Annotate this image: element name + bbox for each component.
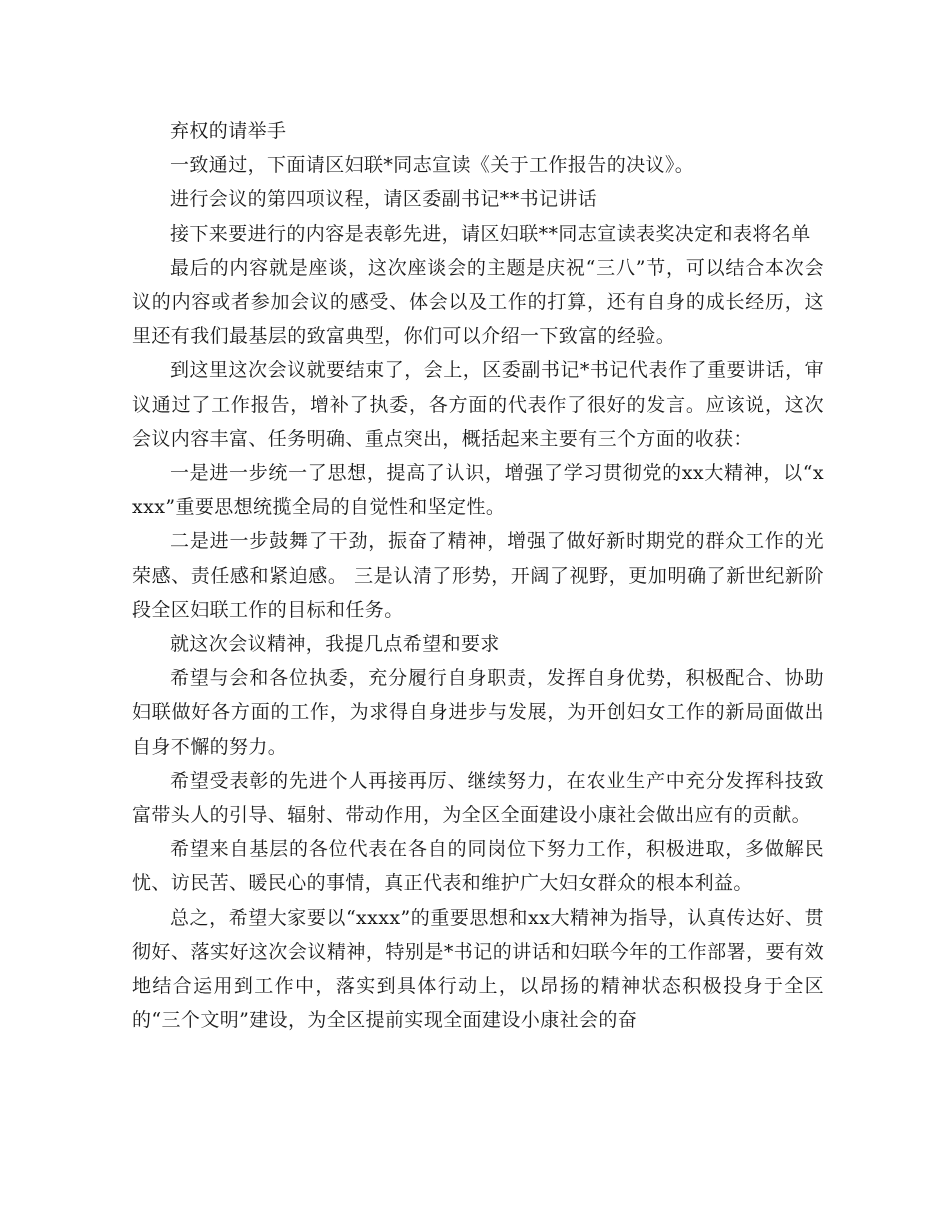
paragraph-hope-awardees: 希望受表彰的先进个人再接再厉、继续努力，在农业生产中充分发挥科技致富带头人的引导、辐射、带动作用，为全区全面建设小康社会做出应有的贡献。 (132, 769, 824, 827)
paragraph-harvest-two-three: 二是进一步鼓舞了干劲，振奋了精神，增强了做好新时期党的群众工作的光荣感、责任感和紧迫感。 三是认清了形势，开阔了视野，更加明确了新世纪新阶段全区妇联工作的目标和任务。 (132, 530, 824, 621)
paragraph-hopes-intro: 就这次会议精神，我提几点希望和要求 (170, 633, 500, 656)
paragraph-harvest-one: 一是进一步统一了思想，提高了认识，增强了学习贯彻党的xx大精神，以“xxxx”重要思想统揽全局的自觉性和坚定性。 (132, 462, 824, 519)
paragraph-forum: 最后的内容就是座谈，这次座谈会的主题是庆祝“三八”节，可以结合本次会议的内容或者参加会议的感受、体会以及工作的打算，还有自身的成长经历，这里还有我们最基层的致富典型，你们可以介绍一下致富的经验。 (132, 256, 824, 348)
paragraph-hope-grassroots: 希望来自基层的各位代表在各自的同岗位下努力工作，积极进取，多做解民忧、访民苦、暖民心的事情，真正代表和维护广大妇女群众的根本利益。 (132, 838, 824, 895)
paragraph-resolution-reading: 一致通过，下面请区妇联*同志宣读《关于工作报告的决议》。 (170, 154, 695, 177)
paragraph-conclusion: 总之，希望大家要以“xxxx”的重要思想和xx大精神为指导，认真传达好、贯彻好、落实好这次会议精神，特别是*书记的讲话和妇联今年的工作部署，要有效地结合运用到工作中，落实到具体行动上，以昂扬的精神状态积极投身于全区的“三个文明”建设，为全区提前实现全面建设小康社会的奋 (132, 906, 824, 1032)
paragraph-meeting-summary: 到这里这次会议就要结束了，会上，区委副书记*书记代表作了重要讲话，审议通过了工作报告，增补了执委，各方面的代表作了很好的发言。应该说，这次会议内容丰富、任务明确、重点突出，概括起来主要有三个方面的收获： (132, 359, 824, 450)
paragraph-commendation: 接下来要进行的内容是表彰先进，请区妇联**同志宣读表奖决定和表将名单 (170, 222, 811, 245)
document-body (132, 114, 824, 1037)
paragraph-fourth-agenda: 进行会议的第四项议程，请区委副书记**书记讲话 (170, 188, 598, 211)
paragraph-abstain-vote: 弃权的请举手 (170, 120, 287, 142)
paragraph-hope-executives: 希望与会和各位执委，充分履行自身职责，发挥自身优势，积极配合、协助妇联做好各方面的工作，为求得自身进步与发展，为开创妇女工作的新局面做出自身不懈的努力。 (132, 667, 824, 758)
